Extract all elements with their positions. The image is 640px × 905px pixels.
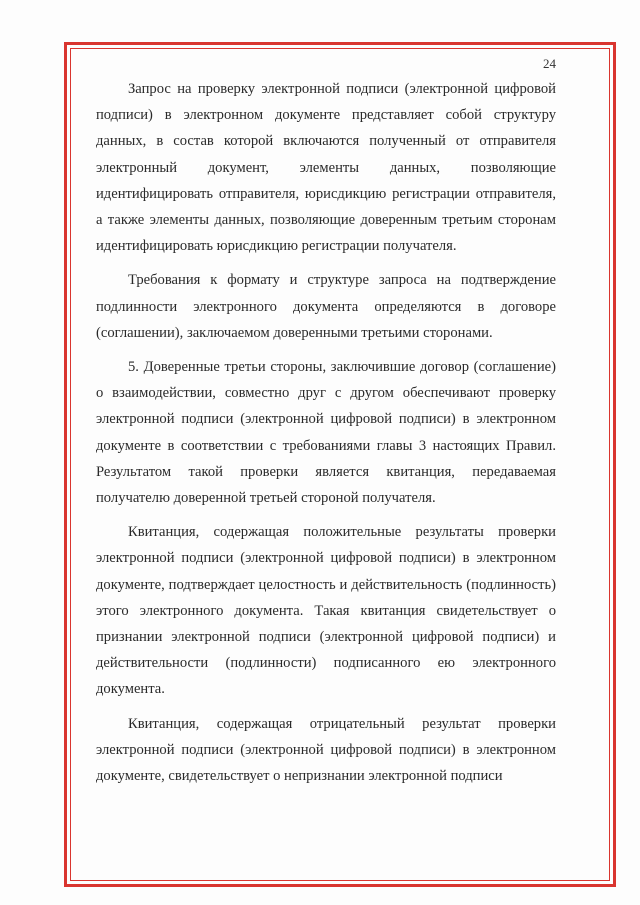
page-number: 24 — [543, 56, 556, 71]
paragraph-positive-receipt: Квитанция, содержащая положительные результаты проверки электронной подписи (электронной цифровой подписи) в электронном документе, подтверждает целостность и действительность (подлинность) этого электронного документа. Такая квитанция свидетельствует о признании электронной подписи (электронной цифровой подписи) и действительности (подлинности) подписанного ею электронного документа. — [96, 524, 556, 698]
paragraph-item-5: 5. Доверенные третьи стороны, заключившие договор (соглашение) о взаимодействии, совместно друг с другом обеспечивают проверку электронной подписи (электронной цифровой подписи) в электронном документе в соответствии с требованиями главы 3 настоящих Правил. Результатом такой проверки является квитанция, передаваемая получателю доверенной третьей стороной получателя. — [96, 359, 556, 507]
paragraph-negative-receipt: Квитанция, содержащая отрицательный результат проверки электронной подписи (электронной цифровой подписи) в электронном документе, свидетельствует о непризнании электронной подписи — [96, 715, 556, 785]
document-body — [96, 76, 556, 789]
paragraph-request-structure: Запрос на проверку электронной подписи (электронной цифровой подписи) в электронном документе представляет собой структуру данных, в состав которой включаются полученный от отправителя электронный документ, элементы данных, позволяющие идентифицировать отправителя, юрисдикцию регистрации отправителя, а также элементы данных, позволяющие доверенным третьим сторонам идентифицировать юрисдикцию регистрации получателя. — [96, 81, 556, 255]
paragraph-format-requirements: Требования к формату и структуре запроса на подтверждение подлинности электронного документа определяются в договоре (соглашении), заключаемом доверенными третьими сторонами. — [96, 272, 556, 341]
